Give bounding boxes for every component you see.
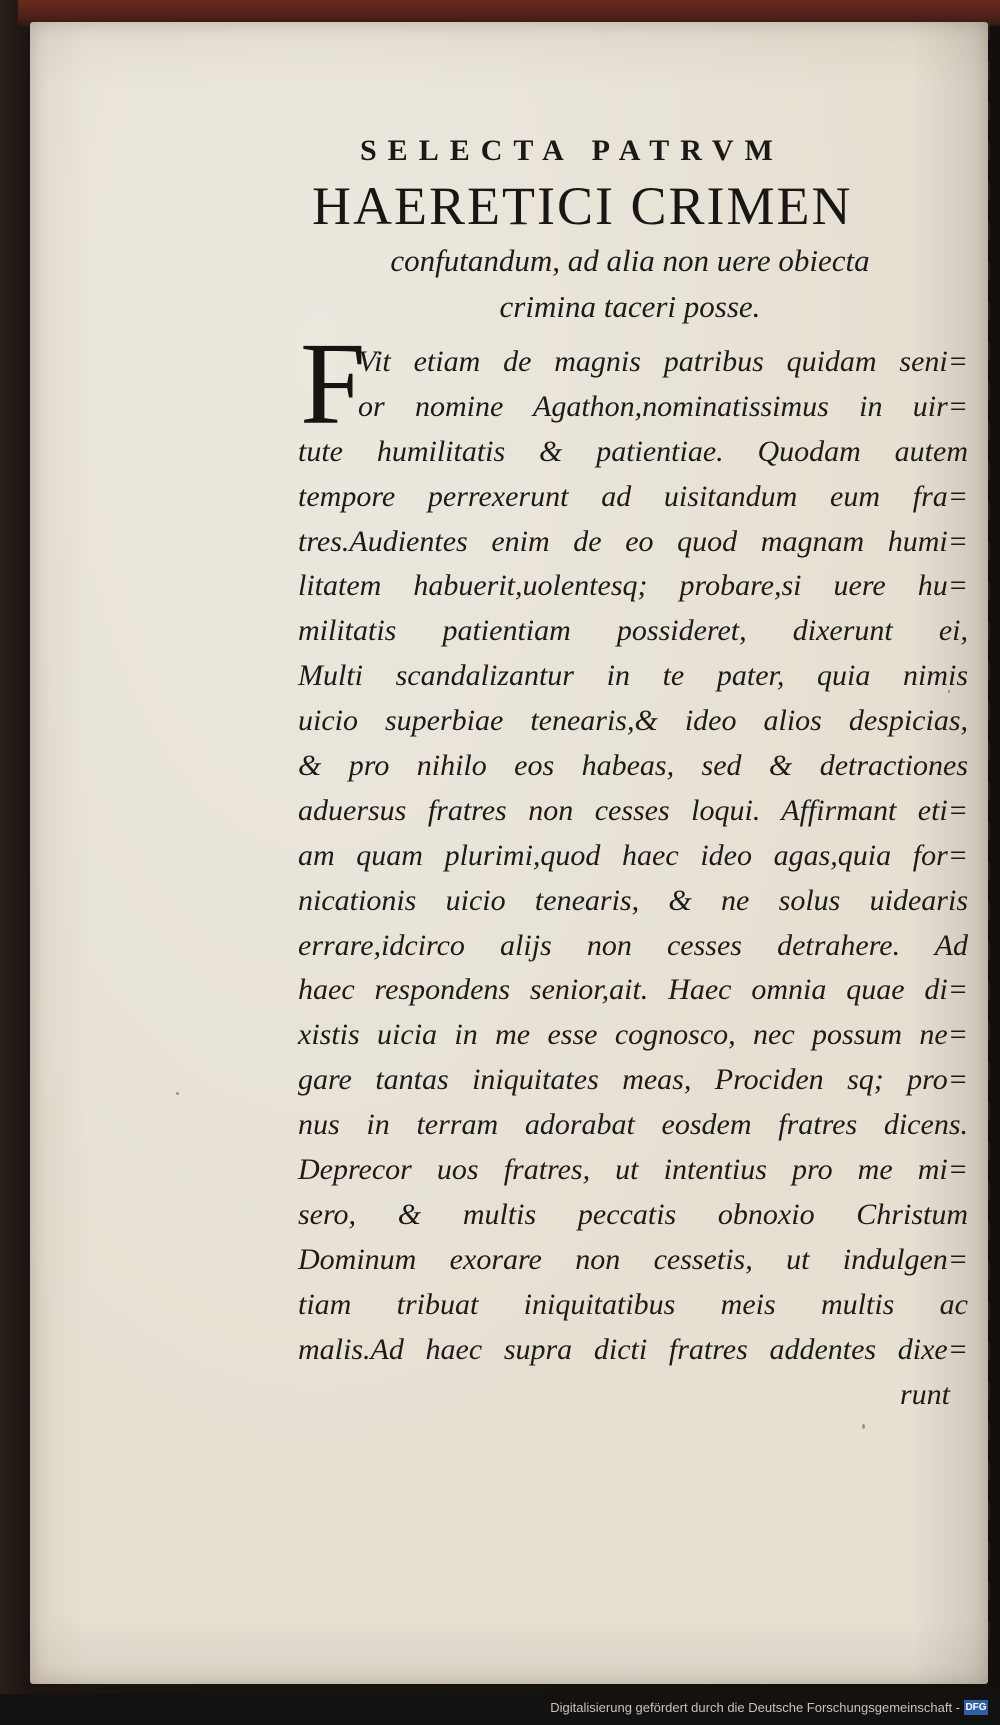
body-line: xistis uicia in me esse cognosco, nec possum ne= <box>298 1018 968 1052</box>
body-line: tres.Audientes enim de eo quod magnam humi= <box>298 524 968 558</box>
body-line: Multi scandalizantur in te pater, quia nimis <box>298 659 968 693</box>
body-line: & pro nihilo eos habeas, sed & detractiones <box>298 749 968 783</box>
page-right-edge <box>988 22 990 1662</box>
body-line: gare tantas iniquitates meas, Prociden sq; pro= <box>298 1063 968 1097</box>
catchword: runt <box>899 1378 950 1411</box>
body-line: litatem habuerit,uolentesq; probare,si uere hu= <box>298 569 968 603</box>
body-line: nus in terram adorabat eosdem fratres dicens. <box>298 1108 968 1142</box>
body-line: nicationis uicio tenearis, & ne solus uidearis <box>298 883 968 917</box>
body-line: aduersus fratres non cesses loqui. Affirmant eti= <box>298 793 968 827</box>
body-line: malis.Ad haec supra dicti fratres addentes dixe= <box>298 1332 968 1366</box>
running-head: SELECTA PATRVM <box>360 134 784 167</box>
chapter-subtitle <box>300 238 960 330</box>
chapter-title: HAERETICI CRIMEN <box>312 176 853 236</box>
body-line: haec respondens senior,ait. Haec omnia quae di= <box>298 973 968 1007</box>
body-line: or nomine Agathon,nominatissimus in uir= <box>358 389 968 423</box>
body-text <box>298 340 968 1372</box>
body-line: militatis patientiam possideret, dixerunt ei, <box>298 614 968 648</box>
body-line: tute humilitatis & patientiae. Quodam autem <box>298 434 968 468</box>
body-line: Deprecor uos fratres, ut intentius pro me mi= <box>298 1153 968 1187</box>
body-line: tempore perrexerunt ad uisitandum eum fra= <box>298 479 968 513</box>
body-line: tiam tribuat iniquitatibus meis multis ac <box>298 1287 968 1321</box>
body-line: am quam plurimi,quod haec ideo agas,quia for= <box>298 838 968 872</box>
body-line: Dominum exorare non cessetis, ut indulgen= <box>298 1242 968 1276</box>
subtitle-line: confutandum, ad alia non uere obiecta <box>390 243 870 278</box>
subtitle-line: crimina taceri posse. <box>499 289 761 324</box>
body-line: Vit etiam de magnis patribus quidam seni= <box>358 345 968 378</box>
body-line: uicio superbiae tenearis,& ideo alios despicias, <box>298 704 968 738</box>
dfg-logo: DFG <box>965 1702 987 1713</box>
drop-cap-initial: F <box>300 318 366 449</box>
footer-credit: Digitalisierung gefördert durch die Deutsche Forschungsgemeinschaft - <box>550 1700 960 1715</box>
body-line: sero, & multis peccatis obnoxio Christum <box>298 1197 968 1231</box>
body-line: errare,idcirco alijs non cesses detrahere. Ad <box>298 928 968 962</box>
